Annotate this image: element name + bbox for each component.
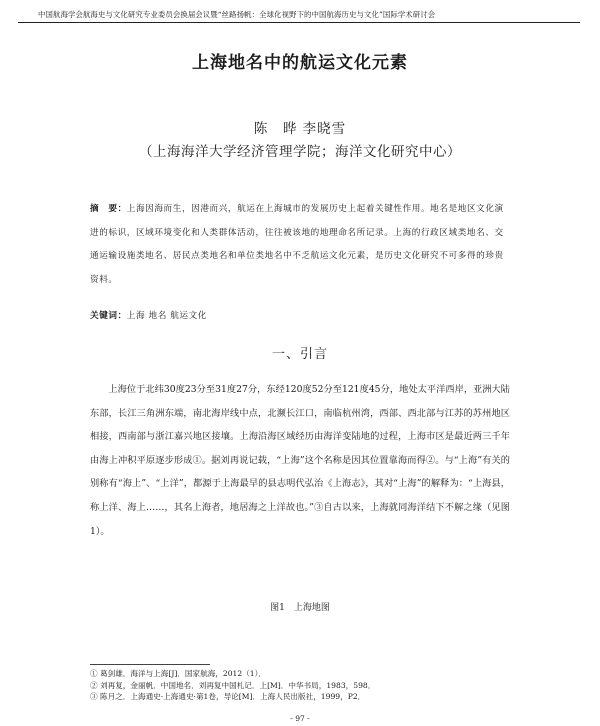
- running-header: 中国航海学会航海史与文化研究专业委员会换届会议暨“丝路扬帆：全球化视野下的中国航海历史与文化”国际学术研讨会: [38, 10, 436, 19]
- keywords-label: 关键词：: [90, 311, 127, 321]
- header-rule: [18, 22, 580, 23]
- abstract-text: 上海因海而生，因港而兴，航运在上海城市的发展历史上起着关键性作用。地名是地区文化演进的标识，区域环境变化和人类群体活动，往往被该地的地理命名所记录。上海的行政区域类地名、交通运输设施类地名、居民点类地名和单位类地名中不乏航运文化元素，是历史文化研究不可多得的珍贵资料。: [90, 204, 504, 285]
- author-affiliation: （上海海洋大学经济管理学院；海洋文化研究中心）: [139, 144, 461, 160]
- abstract-label: 摘 要：: [90, 204, 127, 214]
- footnote: ③ 陈月之．上海通史·上海通史·第1卷，导论[M]．上海人民出版社，1999，P2．: [90, 692, 366, 701]
- section-heading: 一、引言: [271, 347, 328, 362]
- page-number: - 97 -: [290, 714, 310, 723]
- footnote-rule: [90, 664, 210, 665]
- keywords-text: 上海 地名 航运文化: [126, 311, 207, 321]
- body-paragraph: 上海位于北纬30度23分至31度27分，东经120度52分至121度45分，地处太平洋西岸，亚洲大陆东部，长江三角洲东端，南北海岸线中点，北濒长江口，南临杭州湾，西部、西北部与江苏的苏州地区相接，西南部与浙江嘉兴地区接壤。上海沿海区域经历由海洋变陆地的过程，上海市区是最近两三千年由海上冲积平原逐步形成①。据刘再说记载，“上海”这个名称是因其位置靠海而得②。与“上海”有关的别称有“海上”、“上洋”，都源于上海最早的县志明代弘治《上海志》，其对“上海”的解释为：“上海县，称上洋、海上……，其名上海者，地居海之上洋故也。”③自古以来，上海就同海洋结下不解之缘（见图1）。: [90, 384, 510, 537]
- footnote: ② 刘再复，金丽帆．中国地名．刘再复中国札记．上[M]．中华书局，1983，598．: [90, 680, 376, 690]
- footnotes: [90, 668, 510, 703]
- author-names: 陈 晔 李晓雪: [253, 121, 347, 137]
- figure-caption: 图1 上海地图: [270, 603, 330, 613]
- footnote: ① 葛剑雄．海洋与上海[J]．国家航海，2012（1）．: [90, 669, 267, 678]
- paper-title: 上海地名中的航运文化元素: [192, 53, 408, 73]
- abstract: [90, 198, 510, 292]
- keywords: [90, 309, 510, 321]
